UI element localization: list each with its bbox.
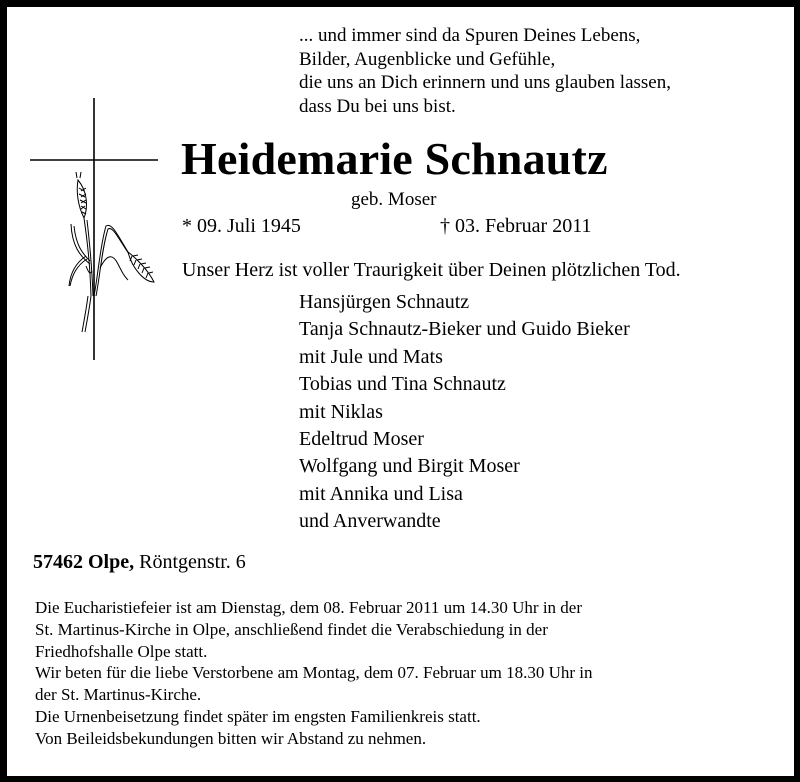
family-member: Hansjürgen Schnautz: [299, 291, 470, 313]
info-line: der St. Martinus-Kirche.: [35, 685, 202, 705]
poem-line: dass Du bei uns bist.: [299, 95, 456, 117]
family-member: Wolfgang und Birgit Moser: [299, 455, 520, 478]
info-line: Von Beileidsbekundungen bitten wir Abstand zu nehmen.: [35, 728, 427, 748]
family-list: [299, 289, 630, 536]
maiden-name: geb. Moser: [351, 189, 437, 210]
family-member: mit Annika und Lisa: [299, 482, 463, 505]
service-info: [35, 597, 593, 750]
info-line: Friedhofshalle Olpe statt.: [35, 641, 208, 661]
info-line: St. Martinus-Kirche in Olpe, anschließend findet die Verabschiedung in der: [35, 619, 548, 639]
death-date: † 03. Februar 2011: [440, 215, 592, 237]
info-line: Wir beten für die liebe Verstorbene am Montag, dem 07. Februar um 18.30 Uhr in: [35, 663, 593, 683]
address: [33, 549, 246, 575]
address-city: 57462 Olpe,: [33, 551, 135, 573]
address-street: Röntgenstr. 6: [139, 551, 246, 573]
poem: [299, 24, 671, 118]
mourning-line: Unser Herz ist voller Traurigkeit über Deinen plötzlichen Tod.: [182, 259, 681, 281]
family-member: und Anverwandte: [299, 510, 441, 533]
family-member: Tobias und Tina Schnautz: [299, 373, 506, 396]
deceased-name: Heidemarie Schnautz: [181, 133, 608, 184]
info-line: Die Eucharistiefeier ist am Dienstag, dem 08. Februar 2011 um 14.30 Uhr in der: [35, 598, 583, 617]
birth-date: * 09. Juli 1945: [182, 215, 301, 237]
poem-line: die uns an Dich erinnern und uns glauben lassen,: [299, 72, 671, 93]
poem-line: ... und immer sind da Spuren Deines Lebens,: [299, 25, 641, 46]
family-member: Edeltrud Moser: [299, 427, 424, 450]
info-line: Die Urnenbeisetzung findet später im engsten Familienkreis statt.: [35, 706, 481, 726]
family-member: mit Jule und Mats: [299, 345, 443, 368]
family-member: Tanja Schnautz-Bieker und Guido Bieker: [299, 318, 630, 341]
poem-line: Bilder, Augenblicke und Gefühle,: [299, 48, 556, 70]
family-member: mit Niklas: [299, 400, 383, 423]
cross-with-wheat-icon: [28, 96, 163, 362]
